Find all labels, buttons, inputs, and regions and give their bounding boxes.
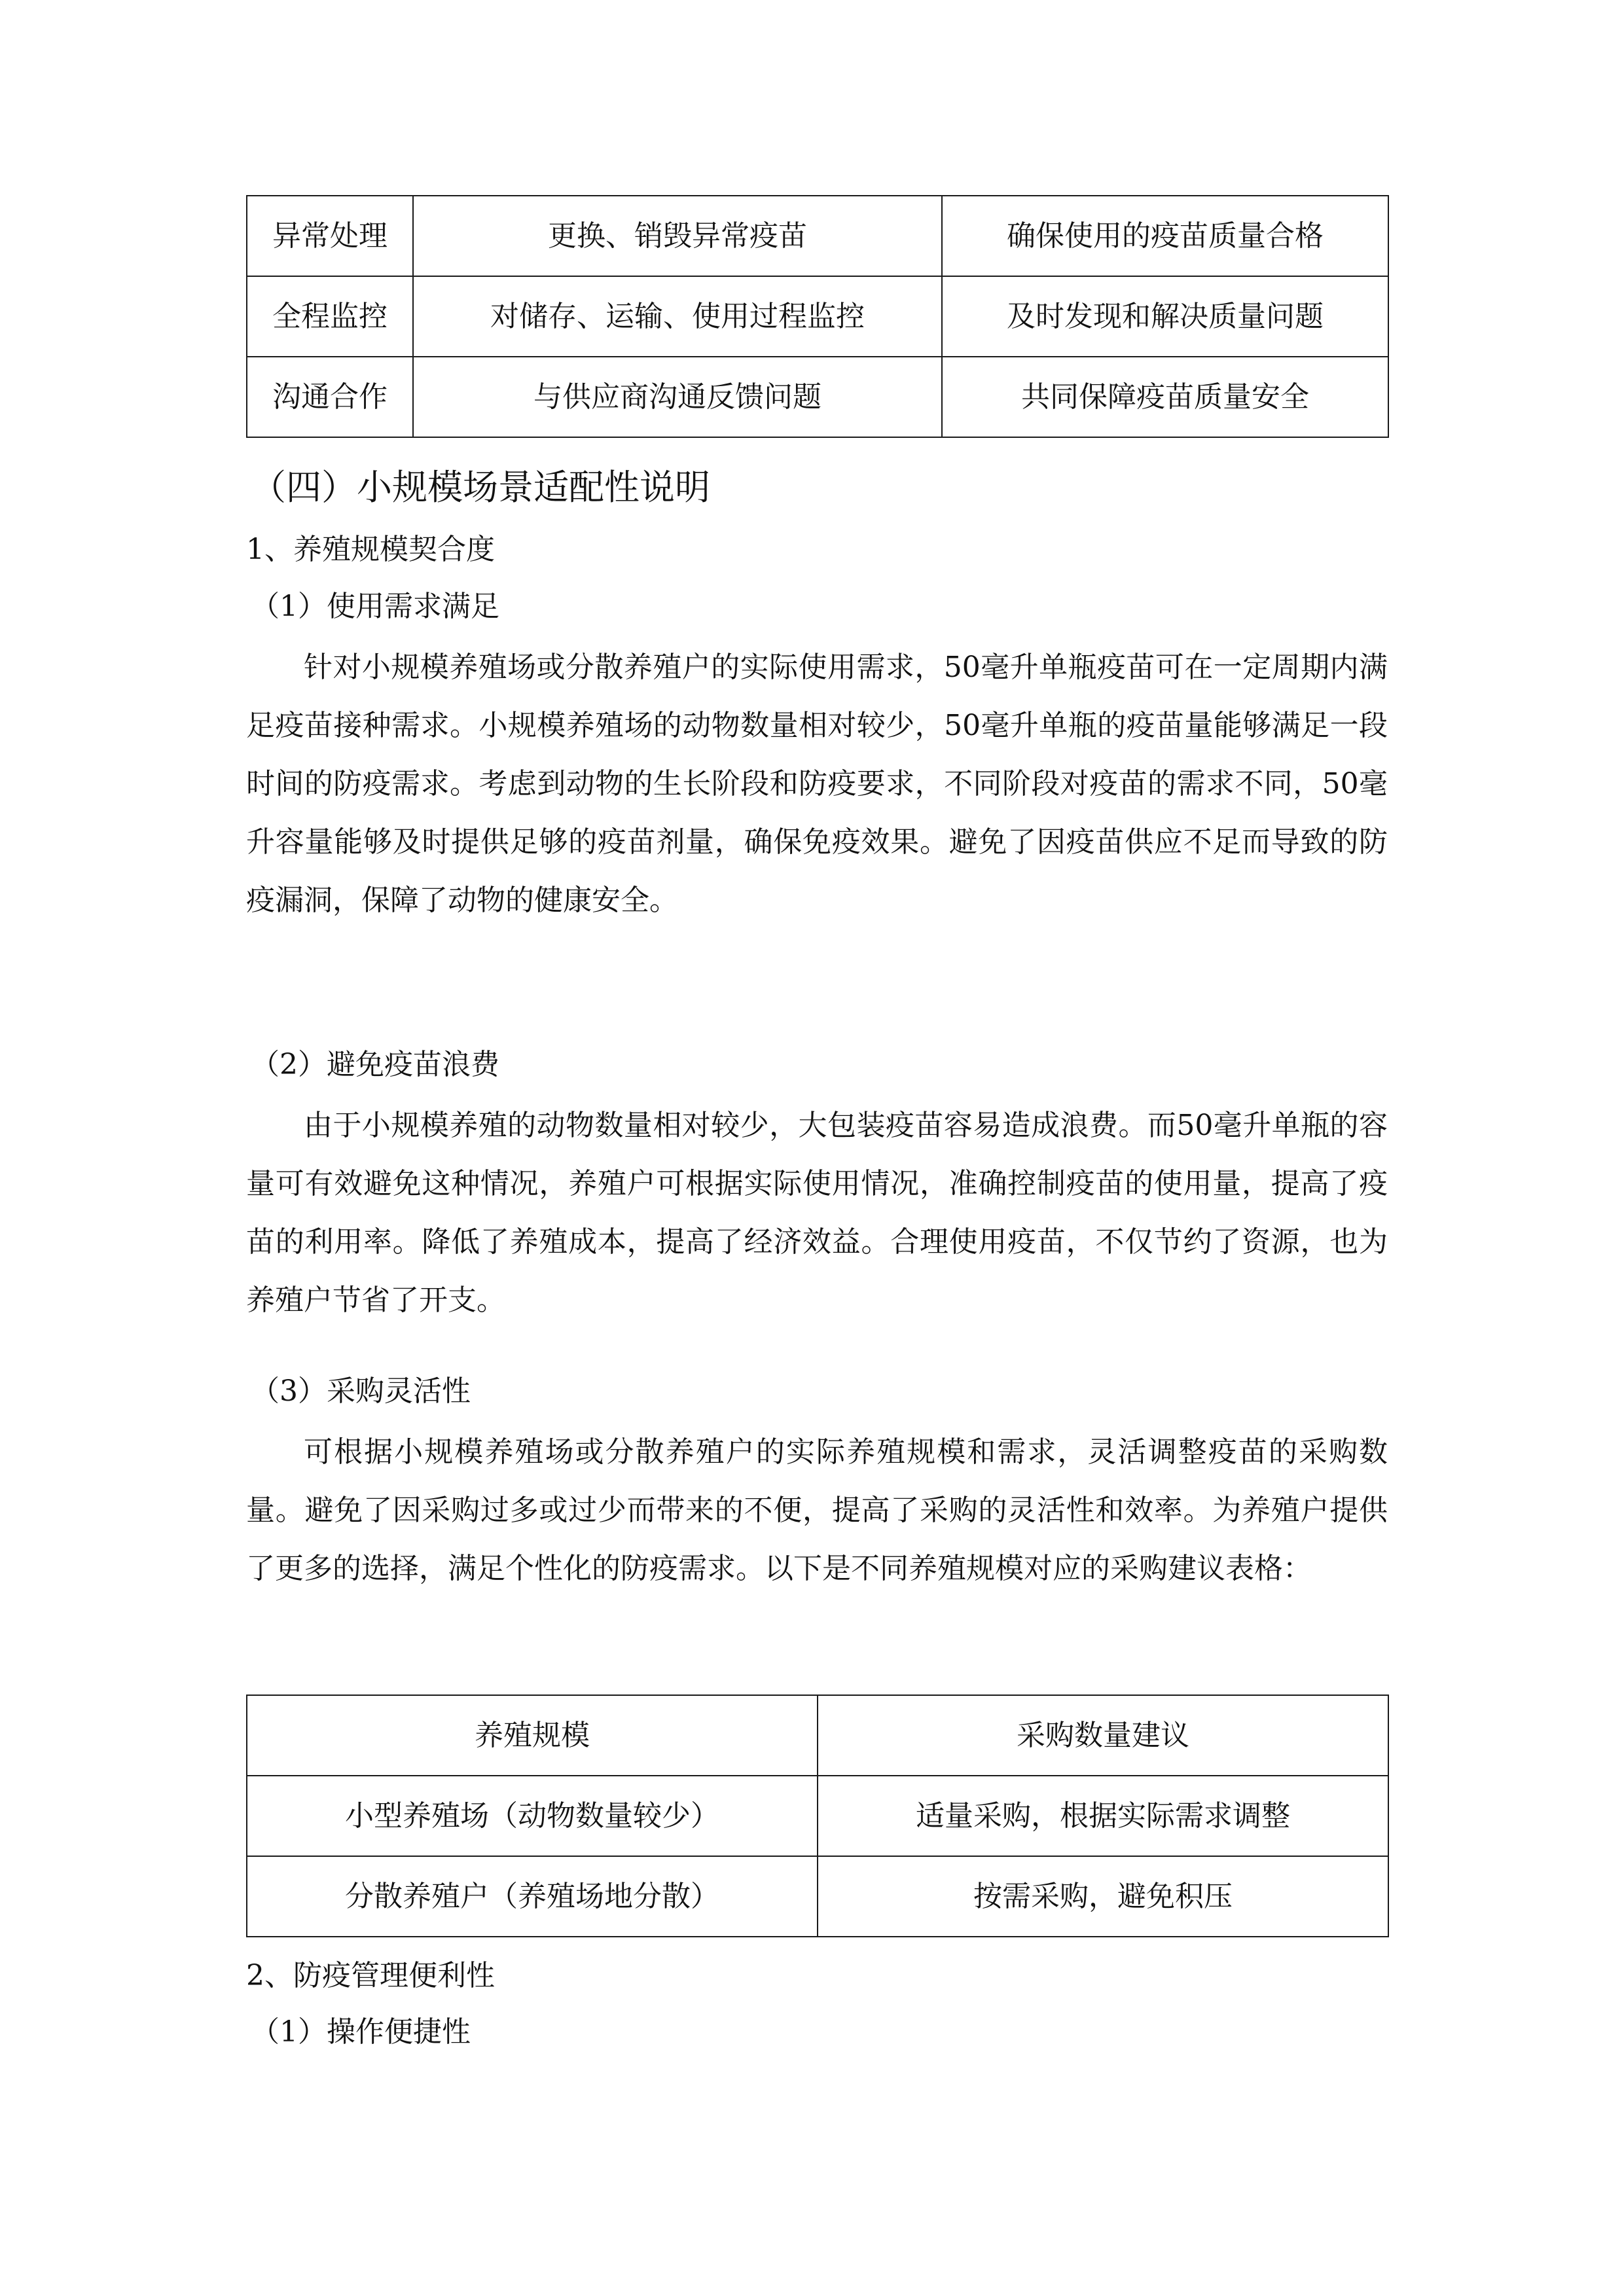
table-cell: 对储存、运输、使用过程监控 <box>413 276 942 357</box>
paragraph: 由于小规模养殖的动物数量相对较少，大包装疫苗容易造成浪费。而50毫升单瓶的容量可有效避免这种情况，养殖户可根据实际使用情况，准确控制疫苗的使用量，提高了疫苗的利用率。降低了养殖成本，提高了经济效益。合理使用疫苗，不仅节约了资源，也为养殖户节省了开支。 <box>246 1109 1388 1317</box>
item-heading: （1）使用需求满足 <box>251 590 499 623</box>
table-row <box>247 196 1388 276</box>
table-cell: 全程监控 <box>247 276 413 357</box>
subsection-heading: 1、养殖规模契合度 <box>246 533 495 566</box>
quality-control-table <box>246 195 1389 438</box>
subsection-heading: 2、防疫管理便利性 <box>246 1959 495 1992</box>
table-header-cell: 养殖规模 <box>247 1695 818 1776</box>
item-heading: （2）避免疫苗浪费 <box>251 1048 499 1081</box>
item-heading: （3）采购灵活性 <box>251 1374 471 1408</box>
table-cell: 更换、销毁异常疫苗 <box>413 196 942 276</box>
table-row <box>247 1856 1388 1937</box>
table-cell: 按需采购，避免积压 <box>818 1856 1388 1937</box>
table-header-row <box>247 1695 1388 1776</box>
paragraph: 针对小规模养殖场或分散养殖户的实际使用需求，50毫升单瓶疫苗可在一定周期内满足疫苗接种需求。小规模养殖场的动物数量相对较少，50毫升单瓶的疫苗量能够满足一段时间的防疫需求。考虑到动物的生长阶段和防疫要求，不同阶段对疫苗的需求不同，50毫升容量能够及时提供足够的疫苗剂量，确保免疫效果。避免了因疫苗供应不足而导致的防疫漏洞，保障了动物的健康安全。 <box>246 651 1388 917</box>
table-row <box>247 357 1388 437</box>
table-row <box>247 1776 1388 1856</box>
table-cell: 分散养殖户（养殖场地分散） <box>247 1856 818 1937</box>
item-heading: （1）操作便捷性 <box>251 2015 471 2049</box>
section-heading: （四）小规模场景适配性说明 <box>251 467 710 508</box>
table-cell: 确保使用的疫苗质量合格 <box>942 196 1388 276</box>
table-cell: 沟通合作 <box>247 357 413 437</box>
paragraph: 可根据小规模养殖场或分散养殖户的实际养殖规模和需求，灵活调整疫苗的采购数量。避免了因采购过多或过少而带来的不便，提高了采购的灵活性和效率。为养殖户提供了更多的选择，满足个性化的防疫需求。以下是不同养殖规模对应的采购建议表格： <box>246 1435 1388 1585</box>
table-cell: 与供应商沟通反馈问题 <box>413 357 942 437</box>
table-cell: 共同保障疫苗质量安全 <box>942 357 1388 437</box>
table-cell: 小型养殖场（动物数量较少） <box>247 1776 818 1856</box>
table-cell: 异常处理 <box>247 196 413 276</box>
table-row <box>247 276 1388 357</box>
table-header-cell: 采购数量建议 <box>818 1695 1388 1776</box>
table-cell: 及时发现和解决质量问题 <box>942 276 1388 357</box>
purchase-suggestion-table <box>246 1695 1389 1937</box>
table-cell: 适量采购，根据实际需求调整 <box>818 1776 1388 1856</box>
